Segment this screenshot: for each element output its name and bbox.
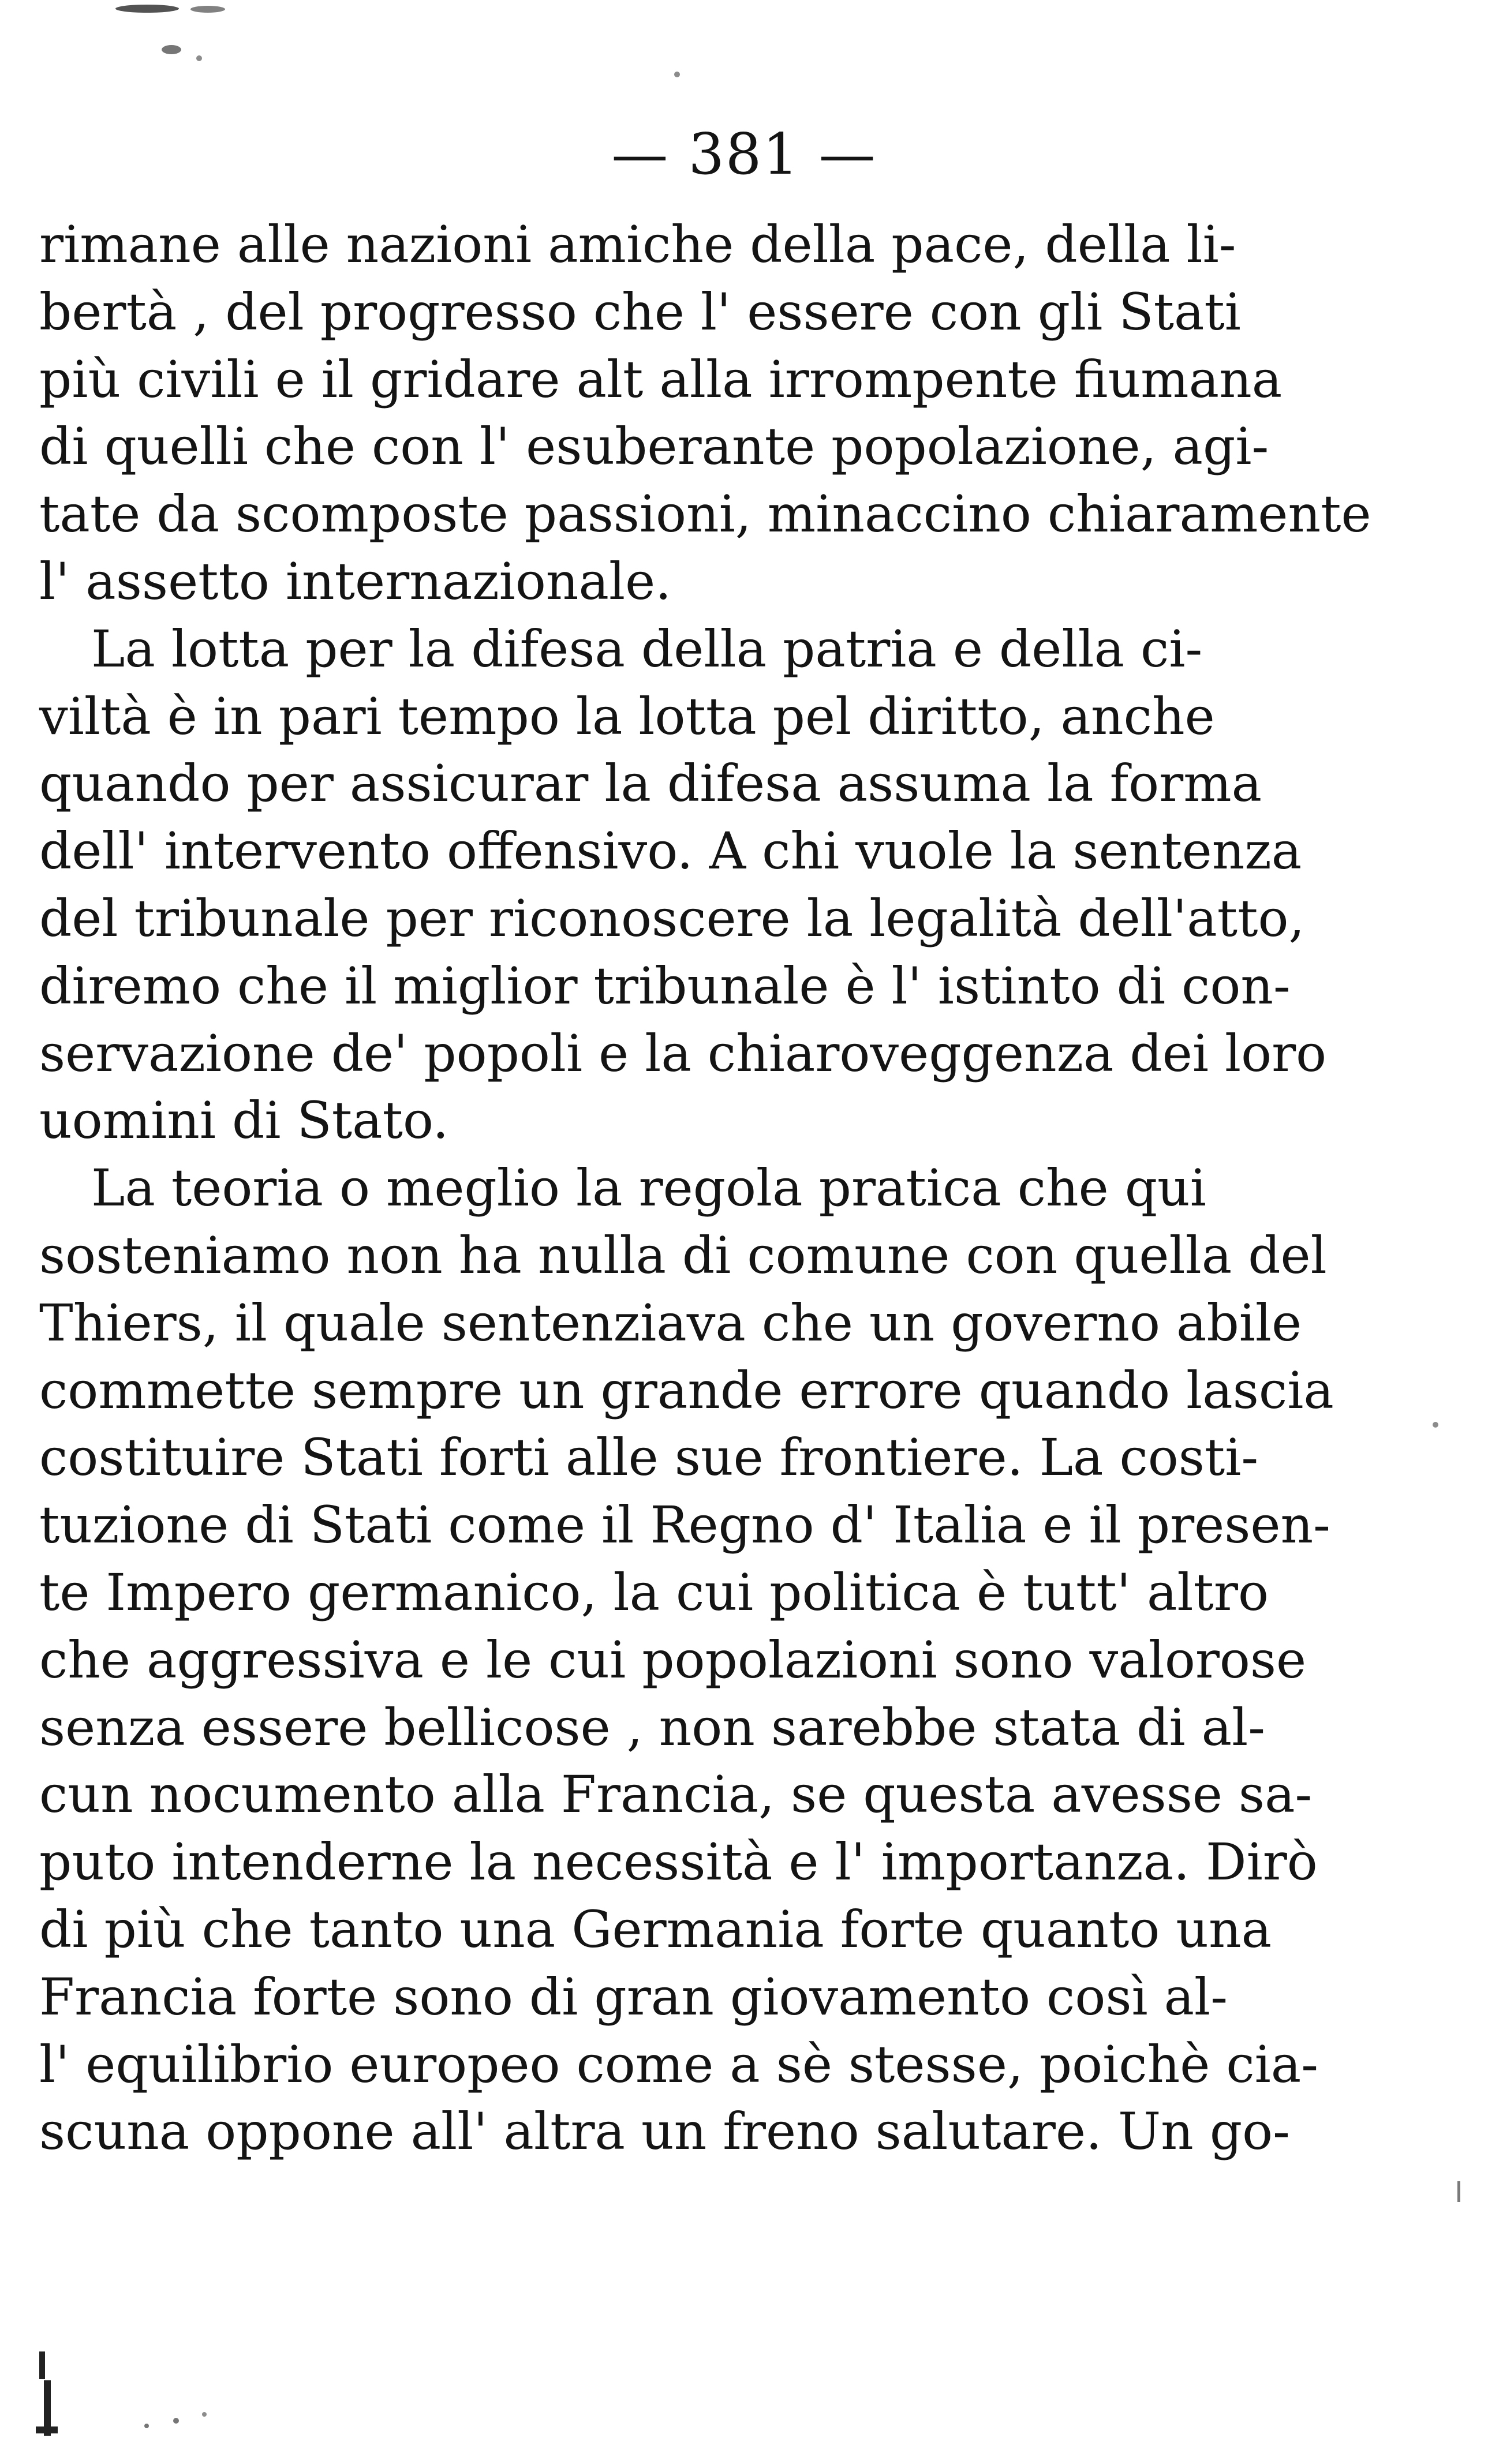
text-line: puto intenderne la necessità e l' importanza. Dirò [39, 1832, 1318, 1892]
text-line: quando per assicurar la difesa assuma la forma [39, 754, 1262, 814]
text-line: rimane alle nazioni amiche della pace, della li- [39, 215, 1236, 274]
text-line: dell' intervento offensivo. A chi vuole la sentenza [39, 821, 1302, 881]
text-line: uomini di Stato. [39, 1091, 449, 1151]
scan-speck [674, 72, 680, 77]
body-text [39, 211, 1371, 2166]
text-line: del tribunale per riconoscere la legalità dell'atto, [39, 888, 1305, 948]
text-line: l' assetto internazionale. [39, 551, 672, 611]
margin-mark [39, 2351, 45, 2379]
text-line: costituire Stati forti alle sue frontiere. La costi- [39, 1428, 1259, 1488]
text-line: Thiers, il quale sentenziava che un governo abile [39, 1293, 1302, 1353]
text-line: cun nocumento alla Francia, se questa avesse sa- [39, 1765, 1313, 1825]
text-line: l' equilibrio europeo come a sè stesse, poichè cia- [39, 2034, 1318, 2094]
text-line: diremo che il miglior tribunale è l' istinto di con- [39, 956, 1291, 1016]
paragraph [39, 211, 1371, 616]
text-line: senza essere bellicose , non sarebbe stata di al- [39, 1697, 1265, 1757]
paragraph [39, 1155, 1334, 2166]
page-number: — 381 — [611, 122, 877, 188]
scan-speck [144, 2424, 149, 2428]
scan-speck [196, 55, 202, 61]
text-line: più civili e il gridare alt alla irrompente fiumana [39, 349, 1283, 409]
text-line: tuzione di Stati come il Regno d' Italia e il presen- [39, 1495, 1330, 1555]
scan-speck [1433, 1422, 1438, 1428]
margin-mark [1457, 2181, 1460, 2202]
text-line: servazione de' popoli e la chiaroveggenza dei loro [39, 1023, 1327, 1083]
scan-speck [202, 2412, 207, 2417]
text-line: viltà è in pari tempo la lotta pel diritto, anche [39, 686, 1215, 746]
text-line: sosteniamo non ha nulla di comune con quella del [39, 1225, 1327, 1285]
text-line: te Impero germanico, la cui politica è tutt' altro [39, 1562, 1269, 1622]
margin-mark [36, 2426, 58, 2433]
text-line: che aggressiva e le cui popolazioni sono valorose [39, 1630, 1307, 1690]
text-line: commette sempre un grande errore quando lascia [39, 1360, 1334, 1420]
paragraph [39, 616, 1327, 1155]
text-line: tate da scomposte passioni, minaccino chiaramente [39, 484, 1371, 544]
scan-speck [162, 45, 181, 54]
scan-speck [190, 6, 225, 13]
text-line: scuna oppone all' altra un freno salutare. Un go- [39, 2102, 1290, 2162]
text-line: La teoria o meglio la regola pratica che qui [91, 1158, 1206, 1218]
scan-speck [173, 2418, 179, 2424]
text-line: di quelli che con l' esuberante popolazione, agi- [39, 417, 1269, 477]
text-line: La lotta per la difesa della patria e della ci- [91, 619, 1203, 679]
text-line: Francia forte sono di gran giovamento così al- [39, 1967, 1228, 2027]
text-line: bertà , del progresso che l' essere con gli Stati [39, 282, 1241, 342]
scan-speck [115, 5, 179, 13]
text-line: di più che tanto una Germania forte quanto una [39, 1899, 1272, 1959]
